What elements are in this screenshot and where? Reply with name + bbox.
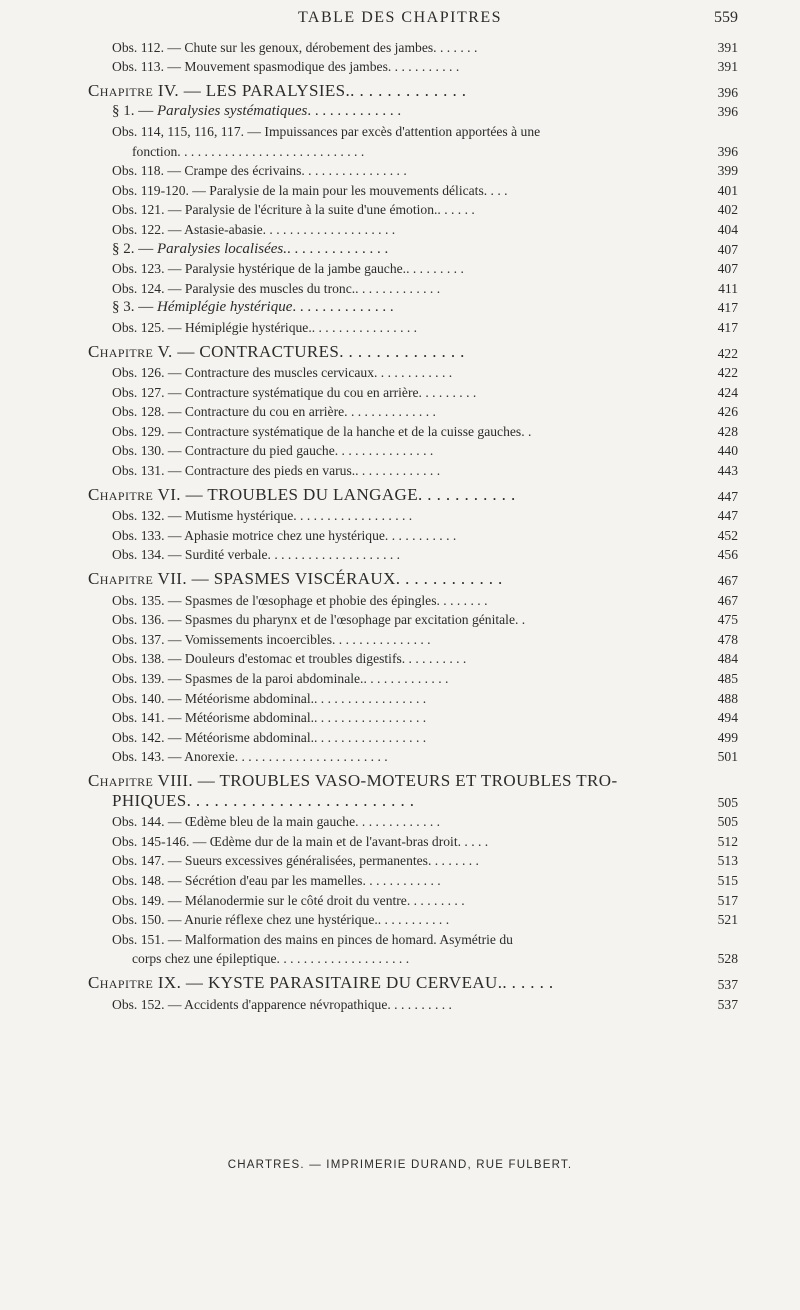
- page-reference: 517: [717, 892, 738, 908]
- page-reference: 443: [717, 463, 738, 479]
- entry-text: Obs. 122. — Astasie-abasie. . . . . . . . . . . . . . . . . . . .: [112, 221, 396, 237]
- page-reference: 424: [717, 384, 738, 400]
- observation-entry: [0, 852, 800, 872]
- entry-text: [112, 103, 401, 120]
- entry-text: Obs. 121. — Paralysie de l'écriture à la suite d'une émotion.. . . . . .: [112, 202, 475, 218]
- entry-text: Obs. 118. — Crampe des écrivains. . . . . . . . . . . . . . . .: [112, 163, 407, 179]
- observation-entry: [0, 689, 800, 709]
- printer-imprint: CHARTRES. — IMPRIMERIE DURAND, RUE FULBERT.: [227, 1159, 573, 1171]
- chapter-title: — SPASMES VISCÉRAUX. . . . . . . . . . . .: [187, 569, 503, 589]
- page-reference: 515: [717, 872, 738, 888]
- page-reference: 422: [717, 365, 738, 381]
- page-reference: 537: [717, 996, 738, 1012]
- page-reference: 447: [717, 508, 738, 524]
- entry-text: [88, 81, 466, 101]
- page-reference: 401: [717, 182, 738, 198]
- observation-entry: [0, 422, 800, 442]
- entry-text: corps chez une épileptique. . . . . . . . . . . . . . . . . . . .: [132, 951, 410, 967]
- observation-entry: [0, 279, 800, 299]
- chapter-label: Chapitre VII.: [88, 569, 187, 589]
- observation-entry: [0, 709, 800, 729]
- entry-text: [112, 241, 388, 258]
- entry-text: Obs. 138. — Douleurs d'estomac et troubles digestifs. . . . . . . . . .: [112, 651, 467, 667]
- entry-text: Obs. 131. — Contracture des pieds en varus.. . . . . . . . . . . . .: [112, 463, 441, 479]
- entry-text: Obs. 141. — Météorisme abdominal.. . . . . . . . . . . . . . . . .: [112, 710, 427, 726]
- running-title: TABLE DES CHAPITRES: [297, 9, 503, 26]
- section-title: Paralysies systématiques: [157, 103, 308, 120]
- entry-text: Obs. 142. — Météorisme abdominal.. . . . . . . . . . . . . . . . .: [112, 729, 427, 745]
- entry-text: [112, 299, 394, 316]
- page-reference: 505: [717, 794, 738, 810]
- chapter-heading: [0, 481, 800, 507]
- chapter-label: Chapitre IX.: [88, 972, 182, 992]
- page-reference: 428: [717, 423, 738, 439]
- chapter-title: — CONTRACTURES. . . . . . . . . . . . . .: [172, 341, 465, 361]
- page-reference: 505: [717, 814, 738, 830]
- entry-text: Obs. 144. — Œdème bleu de la main gauche. . . . . . . . . . . . .: [112, 814, 441, 830]
- page-reference: 396: [717, 84, 738, 100]
- chapter-heading-continued: [0, 790, 800, 813]
- observation-entry: [0, 546, 800, 566]
- page-header: [0, 0, 800, 36]
- entry-text: Obs. 132. — Mutisme hystérique. . . . . . . . . . . . . . . . . .: [112, 508, 413, 524]
- chapter-title: — KYSTE PARASITAIRE DU CERVEAU.. . . . . .: [181, 972, 554, 992]
- entry-text: Obs. 124. — Paralysie des muscles du tronc.. . . . . . . . . . . . .: [112, 280, 441, 296]
- page-reference: 404: [717, 221, 738, 237]
- entry-text: Obs. 123. — Paralysie hystérique de la jambe gauche.. . . . . . . . .: [112, 261, 464, 277]
- entry-text: Obs. 150. — Anurie réflexe chez une hystérique.. . . . . . . . . . .: [112, 912, 450, 928]
- entry-text: Obs. 137. — Vomissements incoercibles. . . . . . . . . . . . . . .: [112, 631, 431, 647]
- entry-text: Obs. 125. — Hémiplégie hystérique.. . . . . . . . . . . . . . . .: [112, 319, 418, 335]
- page-reference: 417: [717, 300, 738, 316]
- chapter-label: Chapitre VIII.: [88, 770, 194, 790]
- page-reference: 467: [717, 573, 738, 589]
- page-reference: 484: [717, 651, 738, 667]
- section-number: § 3. —: [112, 299, 157, 316]
- section-title: Hémiplégie hystérique: [157, 299, 293, 316]
- observation-entry: [0, 813, 800, 833]
- entry-text: Obs. 143. — Anorexie. . . . . . . . . . . . . . . . . . . . . . .: [112, 749, 388, 765]
- entry-text: Obs. 145-146. — Œdème dur de la main et de l'avant-bras droit. . . . .: [112, 833, 489, 849]
- entry-text: Obs. 147. — Sueurs excessives généralisées, permanentes. . . . . . . .: [112, 853, 479, 869]
- page-reference: 426: [717, 404, 738, 420]
- observation-entry-continued: [0, 142, 800, 162]
- entry-text: [88, 342, 465, 362]
- page-reference: 396: [717, 104, 738, 120]
- chapter-label: Chapitre V.: [88, 341, 173, 361]
- dot-leader: . . . . . . . . . . . . .: [307, 103, 402, 120]
- entry-text: Obs. 133. — Aphasie motrice chez une hystérique. . . . . . . . . . .: [112, 527, 457, 543]
- page-reference: 407: [717, 261, 738, 277]
- page-reference: 512: [717, 833, 738, 849]
- page-reference: 475: [717, 612, 738, 628]
- entry-text: Obs. 112. — Chute sur les genoux, dérobement des jambes. . . . . . .: [112, 39, 478, 55]
- page-reference: 399: [717, 163, 738, 179]
- observation-entry: [0, 748, 800, 768]
- observation-entry: [0, 122, 800, 142]
- section-heading: [0, 299, 800, 319]
- observation-entry: [0, 201, 800, 221]
- observation-entry: [0, 930, 800, 950]
- page-reference: 440: [717, 443, 738, 459]
- dot-leader: . . . . . . . . . . . . . .: [286, 240, 389, 257]
- page-reference: 407: [717, 241, 738, 257]
- entry-text: Obs. 127. — Contracture systématique du cou en arrière. . . . . . . . .: [112, 384, 477, 400]
- page-reference: 528: [717, 951, 738, 967]
- page-reference: 501: [717, 749, 738, 765]
- page-number: 559: [714, 9, 738, 26]
- entry-text: Obs. 135. — Spasmes de l'œsophage et phobie des épingles. . . . . . . .: [112, 592, 488, 608]
- section-number: § 1. —: [112, 103, 157, 120]
- page-reference: 396: [717, 143, 738, 159]
- observation-entry: [0, 911, 800, 931]
- entry-text: Obs. 113. — Mouvement spasmodique des jambes. . . . . . . . . . .: [112, 59, 460, 75]
- entry-text: Obs. 139. — Spasmes de la paroi abdominale.. . . . . . . . . . . . .: [112, 671, 449, 686]
- observation-entry: [0, 38, 800, 58]
- observation-entry: [0, 442, 800, 462]
- observation-entry: [0, 728, 800, 748]
- entry-text: PHIQUES. . . . . . . . . . . . . . . . . . . . . . . . .: [112, 790, 415, 810]
- entry-text: Obs. 148. — Sécrétion d'eau par les mamelles. . . . . . . . . . . .: [112, 872, 441, 888]
- chapter-heading: [0, 77, 800, 103]
- observation-entry: [0, 318, 800, 338]
- chapter-title: — LES PARALYSIES.. . . . . . . . . . . . .: [179, 80, 467, 100]
- page-reference: 417: [717, 319, 738, 335]
- entry-text: Obs. 136. — Spasmes du pharynx et de l'œsophage par excitation génitale. .: [112, 612, 526, 628]
- dot-leader: . . . . . . . . . . . . . .: [292, 299, 394, 316]
- chapter-label: Chapitre VI.: [88, 484, 181, 504]
- observation-entry: [0, 220, 800, 240]
- entry-text: Obs. 119-120. — Paralysie de la main pour les mouvements délicats. . . .: [112, 182, 508, 198]
- page-reference: 478: [717, 631, 738, 647]
- observation-entry: [0, 832, 800, 852]
- page-reference: 422: [717, 345, 738, 361]
- chapter-title: — TROUBLES DU LANGAGE. . . . . . . . . . .: [180, 484, 516, 504]
- section-heading: [0, 103, 800, 123]
- observation-entry: [0, 260, 800, 280]
- chapter-heading: [0, 565, 800, 591]
- observation-entry: [0, 611, 800, 631]
- observation-entry: [0, 650, 800, 670]
- observation-entry: [0, 162, 800, 182]
- page-reference: 537: [717, 976, 738, 992]
- page-reference: 485: [717, 671, 738, 686]
- chapter-heading: [0, 338, 800, 364]
- chapter-title: — TROUBLES VASO-MOTEURS ET TROUBLES TRO-: [193, 770, 618, 790]
- observation-entry: [0, 383, 800, 403]
- chapter-label: Chapitre IV.: [88, 80, 180, 100]
- entry-text: [88, 569, 503, 589]
- observation-entry: [0, 591, 800, 611]
- page-reference: 402: [717, 202, 738, 218]
- page-reference: 447: [717, 488, 738, 504]
- section-heading: [0, 240, 800, 260]
- entry-text: Obs. 134. — Surdité verbale. . . . . . . . . . . . . . . . . . . .: [112, 547, 401, 563]
- table-of-contents: [0, 38, 800, 1015]
- entry-text: [88, 771, 618, 791]
- observation-entry: [0, 669, 800, 689]
- entry-text: Obs. 152. — Accidents d'apparence névropathique. . . . . . . . . .: [112, 996, 452, 1012]
- observation-entry: [0, 891, 800, 911]
- page-reference: 494: [717, 710, 738, 726]
- observation-entry-continued: [0, 950, 800, 970]
- entry-text: Obs. 128. — Contracture du cou en arrière. . . . . . . . . . . . . .: [112, 404, 436, 420]
- page-reference: 467: [717, 592, 738, 608]
- chapter-heading: [0, 767, 800, 793]
- page-reference: 488: [717, 690, 738, 706]
- observation-entry: [0, 403, 800, 423]
- entry-text: Obs. 130. — Contracture du pied gauche. . . . . . . . . . . . . . .: [112, 443, 434, 459]
- section-number: § 2. —: [112, 240, 157, 257]
- observation-entry: [0, 461, 800, 481]
- observation-entry: [0, 181, 800, 201]
- entry-text: Obs. 126. — Contracture des muscles cervicaux. . . . . . . . . . . .: [112, 365, 453, 381]
- observation-entry: [0, 507, 800, 527]
- observation-entry: [0, 871, 800, 891]
- observation-entry: [0, 58, 800, 78]
- observation-entry: [0, 526, 800, 546]
- observation-entry: [0, 364, 800, 384]
- page-reference: 391: [717, 59, 738, 75]
- page-reference: 521: [717, 912, 738, 928]
- entry-text: Obs. 140. — Météorisme abdominal.. . . . . . . . . . . . . . . . .: [112, 690, 427, 706]
- chapter-heading: [0, 969, 800, 995]
- entry-text: Obs. 149. — Mélanodermie sur le côté droit du ventre. . . . . . . . .: [112, 892, 465, 908]
- observation-entry: [0, 630, 800, 650]
- entry-text: [88, 973, 554, 993]
- page-reference: 411: [718, 280, 738, 296]
- observation-entry: [0, 995, 800, 1015]
- entry-text: [88, 485, 516, 505]
- entry-text: Obs. 129. — Contracture systématique de la hanche et de la cuisse gauches. .: [112, 423, 532, 439]
- page-reference: 456: [717, 547, 738, 563]
- section-title: Paralysies localisées.: [157, 240, 287, 257]
- entry-text: fonction. . . . . . . . . . . . . . . . . . . . . . . . . . . .: [132, 143, 365, 159]
- page-reference: 499: [717, 729, 738, 745]
- entry-text: Obs. 114, 115, 116, 117. — Impuissances par excès d'attention apportées à une: [112, 123, 541, 139]
- page-reference: 452: [717, 527, 738, 543]
- page-reference: 513: [717, 853, 738, 869]
- page-reference: 391: [717, 39, 738, 55]
- entry-text: Obs. 151. — Malformation des mains en pinces de homard. Asymétrie du: [112, 931, 513, 947]
